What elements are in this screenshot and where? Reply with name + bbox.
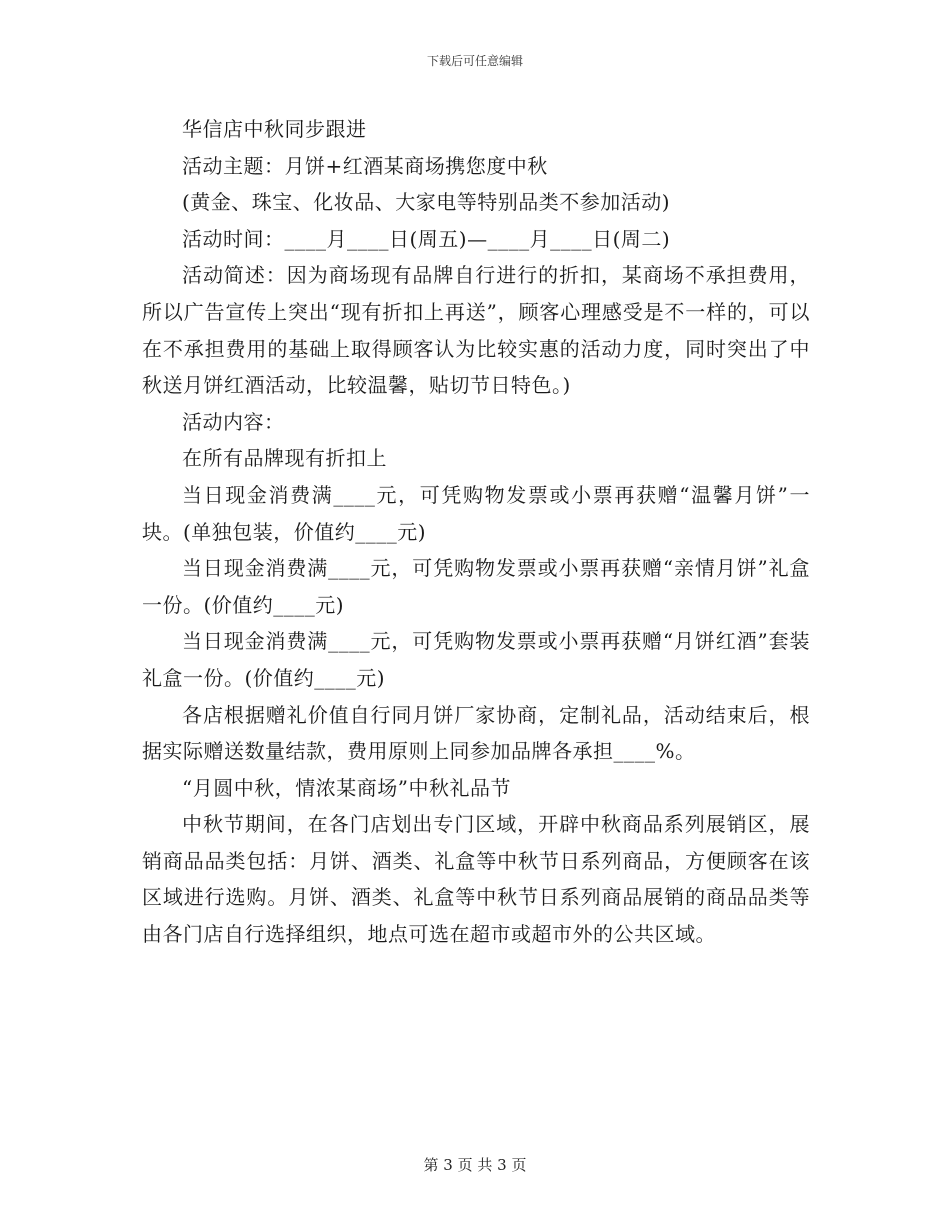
paragraph-store-title: 华信店中秋同步跟进	[182, 117, 367, 141]
page-number: 第 3 页 共 3 页	[423, 1156, 527, 1174]
paragraph-gift-festival-title: “月圆中秋，情浓某商场”中秋礼品节	[182, 775, 511, 800]
paragraph-gift-tier-1: 当日现金消费满____元，可凭购物发票或小票再获赠“温馨月饼”一块。(单独包装，价值约____元)	[142, 482, 810, 544]
paragraph-existing-discount: 在所有品牌现有折扣上	[182, 446, 387, 471]
paragraph-activity-theme: 活动主题：月饼+红酒某商场携您度中秋	[182, 153, 548, 178]
paragraph-cost-sharing: 各店根据赠礼价值自行同月饼厂家协商，定制礼品，活动结束后，根据实际赠送数量结款，费用原则上同参加品牌各承担____%。	[142, 702, 810, 764]
paragraph-gift-tier-3: 当日现金消费满____元，可凭购物发票或小票再获赠“月饼红酒”套装礼盒一份。(价值约____元)	[142, 629, 810, 690]
paragraph-excluded-categories: (黄金、珠宝、化妆品、大家电等特别品类不参加活动)	[182, 190, 671, 215]
document-body	[142, 111, 810, 953]
page-header: 下载后可任意编辑	[426, 54, 523, 68]
paragraph-activity-time: 活动时间：____月____日(周五)—____月____日(周二)	[182, 226, 671, 251]
paragraph-gift-tier-2: 当日现金消费满____元，可凭购物发票或小票再获赠“亲情月饼”礼盒一份。(价值约____元)	[142, 556, 810, 617]
paragraph-exhibition-area: 中秋节期间，在各门店划出专门区域，开辟中秋商品系列展销区，展销商品品类包括：月饼、酒类、礼盒等中秋节日系列商品，方便顾客在该区域进行选购。月饼、酒类、礼盒等中秋节日系列商品展销的商品品类等由各门店自行选择组织，地点可选在超市或超市外的公共区域。	[142, 812, 810, 947]
paragraph-activity-summary: 活动简述：因为商场现有品牌自行进行的折扣，某商场不承担费用，所以广告宣传上突出“现有折扣上再送”，顾客心理感受是不一样的，可以在不承担费用的基础上取得顾客认为比较实惠的活动力度，同时突出了中秋送月饼红酒活动，比较温馨，贴切节日特色。)	[142, 263, 810, 398]
paragraph-activity-content-heading: 活动内容：	[182, 409, 285, 434]
